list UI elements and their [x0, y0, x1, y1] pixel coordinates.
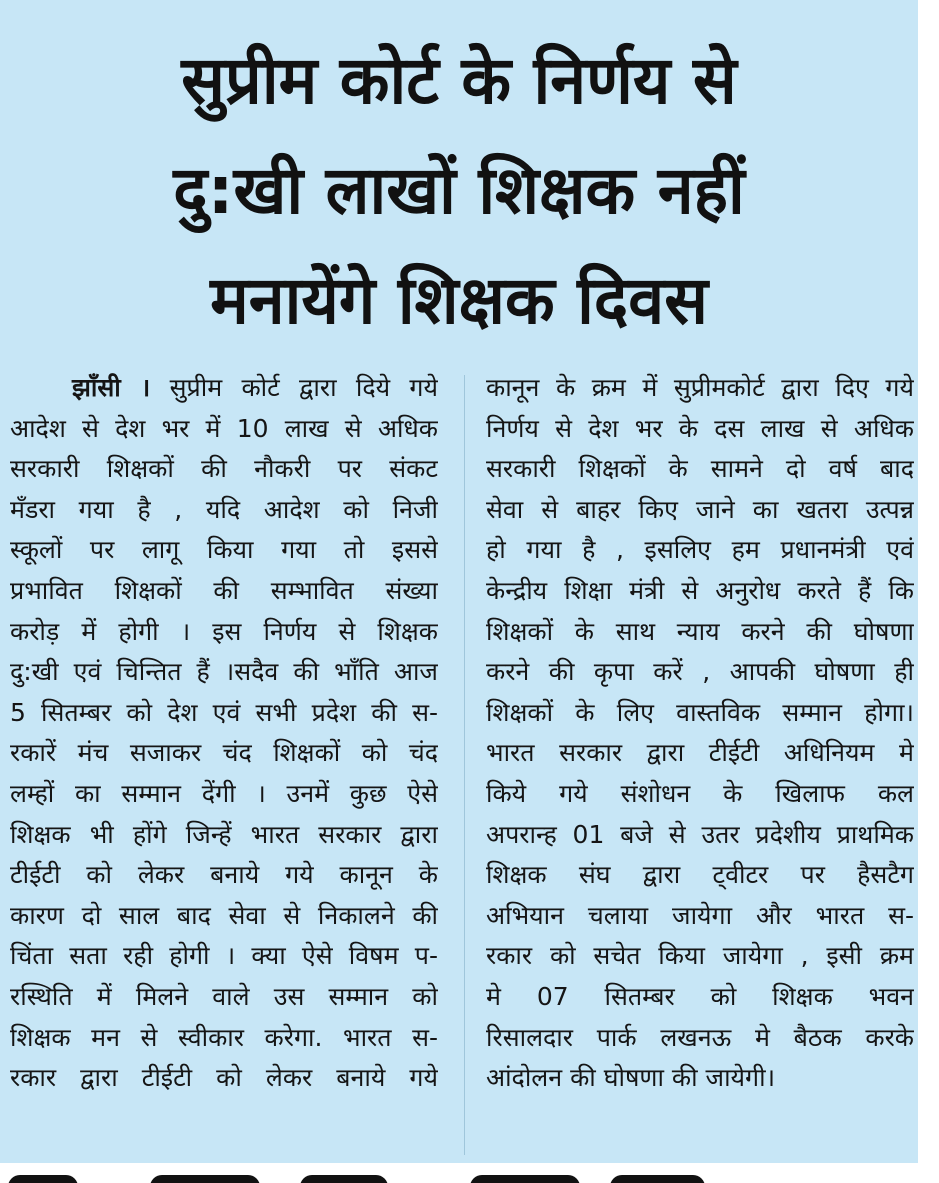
- dateline: झाँसी ।: [72, 373, 151, 402]
- article-line: केन्द्रीय शिक्षा मंत्री से अनुरोध करते हैं कि: [486, 575, 914, 605]
- article-line: दु:खी एवं चिन्तित हैं ।सदैव की भाँति आज: [10, 657, 438, 687]
- article-line: आंदोलन की घोषणा की जायेगी।: [486, 1063, 776, 1093]
- article-line: अपरान्ह 01 बजे से उतर प्रदेशीय प्राथमिक: [486, 819, 914, 849]
- article-line: रकारें मंच सजाकर चंद शिक्षकों को चंद: [10, 738, 438, 768]
- headline: [0, 26, 918, 356]
- article-line: लम्हों का सम्मान देंगी । उनमें कुछ ऐसे: [10, 778, 438, 808]
- article-line: शिक्षकों के लिए वास्तविक सम्मान होगा।: [486, 697, 914, 727]
- article-line: टीईटी को लेकर बनाये गये कानून के: [10, 860, 438, 890]
- headline-line: मनायेंगे शिक्षक दिवस: [210, 262, 708, 339]
- cropped-next-headline: [0, 1163, 939, 1183]
- article-line: शिक्षकों के साथ न्याय करने की घोषणा: [486, 616, 914, 646]
- article-line: मे 07 सितम्बर को शिक्षक भवन: [486, 981, 914, 1011]
- headline-line: दु:खी लाखों शिक्षक नहीं: [173, 152, 745, 229]
- column-divider: [464, 375, 465, 1155]
- article-line: सरकारी शिक्षकों के सामने दो वर्ष बाद: [486, 454, 914, 484]
- article-line: [10, 368, 438, 409]
- article-line: किये गये संशोधन के खिलाफ कल: [486, 778, 914, 808]
- article-line: करने की कृपा करें , आपकी घोषणा ही: [486, 657, 914, 687]
- article-line: करोड़ में होगी । इस निर्णय से शिक्षक: [10, 616, 438, 646]
- article-line: आदेश से देश भर में 10 लाख से अधिक: [10, 413, 438, 443]
- article-line: रकार द्वारा टीईटी को लेकर बनाये गये: [10, 1063, 438, 1093]
- article-line: कारण दो साल बाद सेवा से निकालने की: [10, 900, 438, 930]
- article-line: शिक्षक मन से स्वीकार करेगा. भारत स-: [10, 1022, 438, 1052]
- headline-line: सुप्रीम कोर्ट के निर्णय से: [181, 42, 737, 119]
- article-line: हो गया है , इसलिए हम प्रधानमंत्री एवं: [486, 535, 914, 565]
- article-line: रस्थिति में मिलने वाले उस सम्मान को: [10, 981, 438, 1011]
- article-line: निर्णय से देश भर के दस लाख से अधिक: [486, 413, 914, 443]
- article-column-left: [10, 368, 438, 1099]
- article-line: सरकारी शिक्षकों की नौकरी पर संकट: [10, 454, 438, 484]
- article-line: मँडरा गया है , यदि आदेश को निजी: [10, 494, 438, 524]
- article-line: 5 सितम्बर को देश एवं सभी प्रदेश की स-: [10, 697, 438, 727]
- article-line: शिक्षक संघ द्वारा ट्वीटर पर हैसटैग: [486, 860, 914, 890]
- article-line: शिक्षक भी होंगे जिन्हें भारत सरकार द्वारा: [10, 819, 438, 849]
- article-line: अभियान चलाया जायेगा और भारत स-: [486, 900, 914, 930]
- article-line-text: सुप्रीम कोर्ट द्वारा दिये गये: [169, 373, 438, 402]
- article-line: रकार को सचेत किया जायेगा , इसी क्रम: [486, 941, 914, 971]
- article-line: चिंता सता रही होगी । क्या ऐसे विषम प-: [10, 941, 438, 971]
- article-line: प्रभावित शिक्षकों की सम्भावित संख्या: [10, 575, 438, 605]
- article-column-right: [486, 368, 914, 1099]
- article-line: कानून के क्रम में सुप्रीमकोर्ट द्वारा दिए गये: [486, 373, 914, 402]
- article-line: भारत सरकार द्वारा टीईटी अधिनियम मे: [486, 738, 914, 768]
- article-line: रिसालदार पार्क लखनऊ मे बैठक करके: [486, 1022, 914, 1052]
- article-line: सेवा से बाहर किए जाने का खतरा उत्पन्न: [486, 494, 914, 524]
- article-line: स्कूलों पर लागू किया गया तो इससे: [10, 535, 438, 565]
